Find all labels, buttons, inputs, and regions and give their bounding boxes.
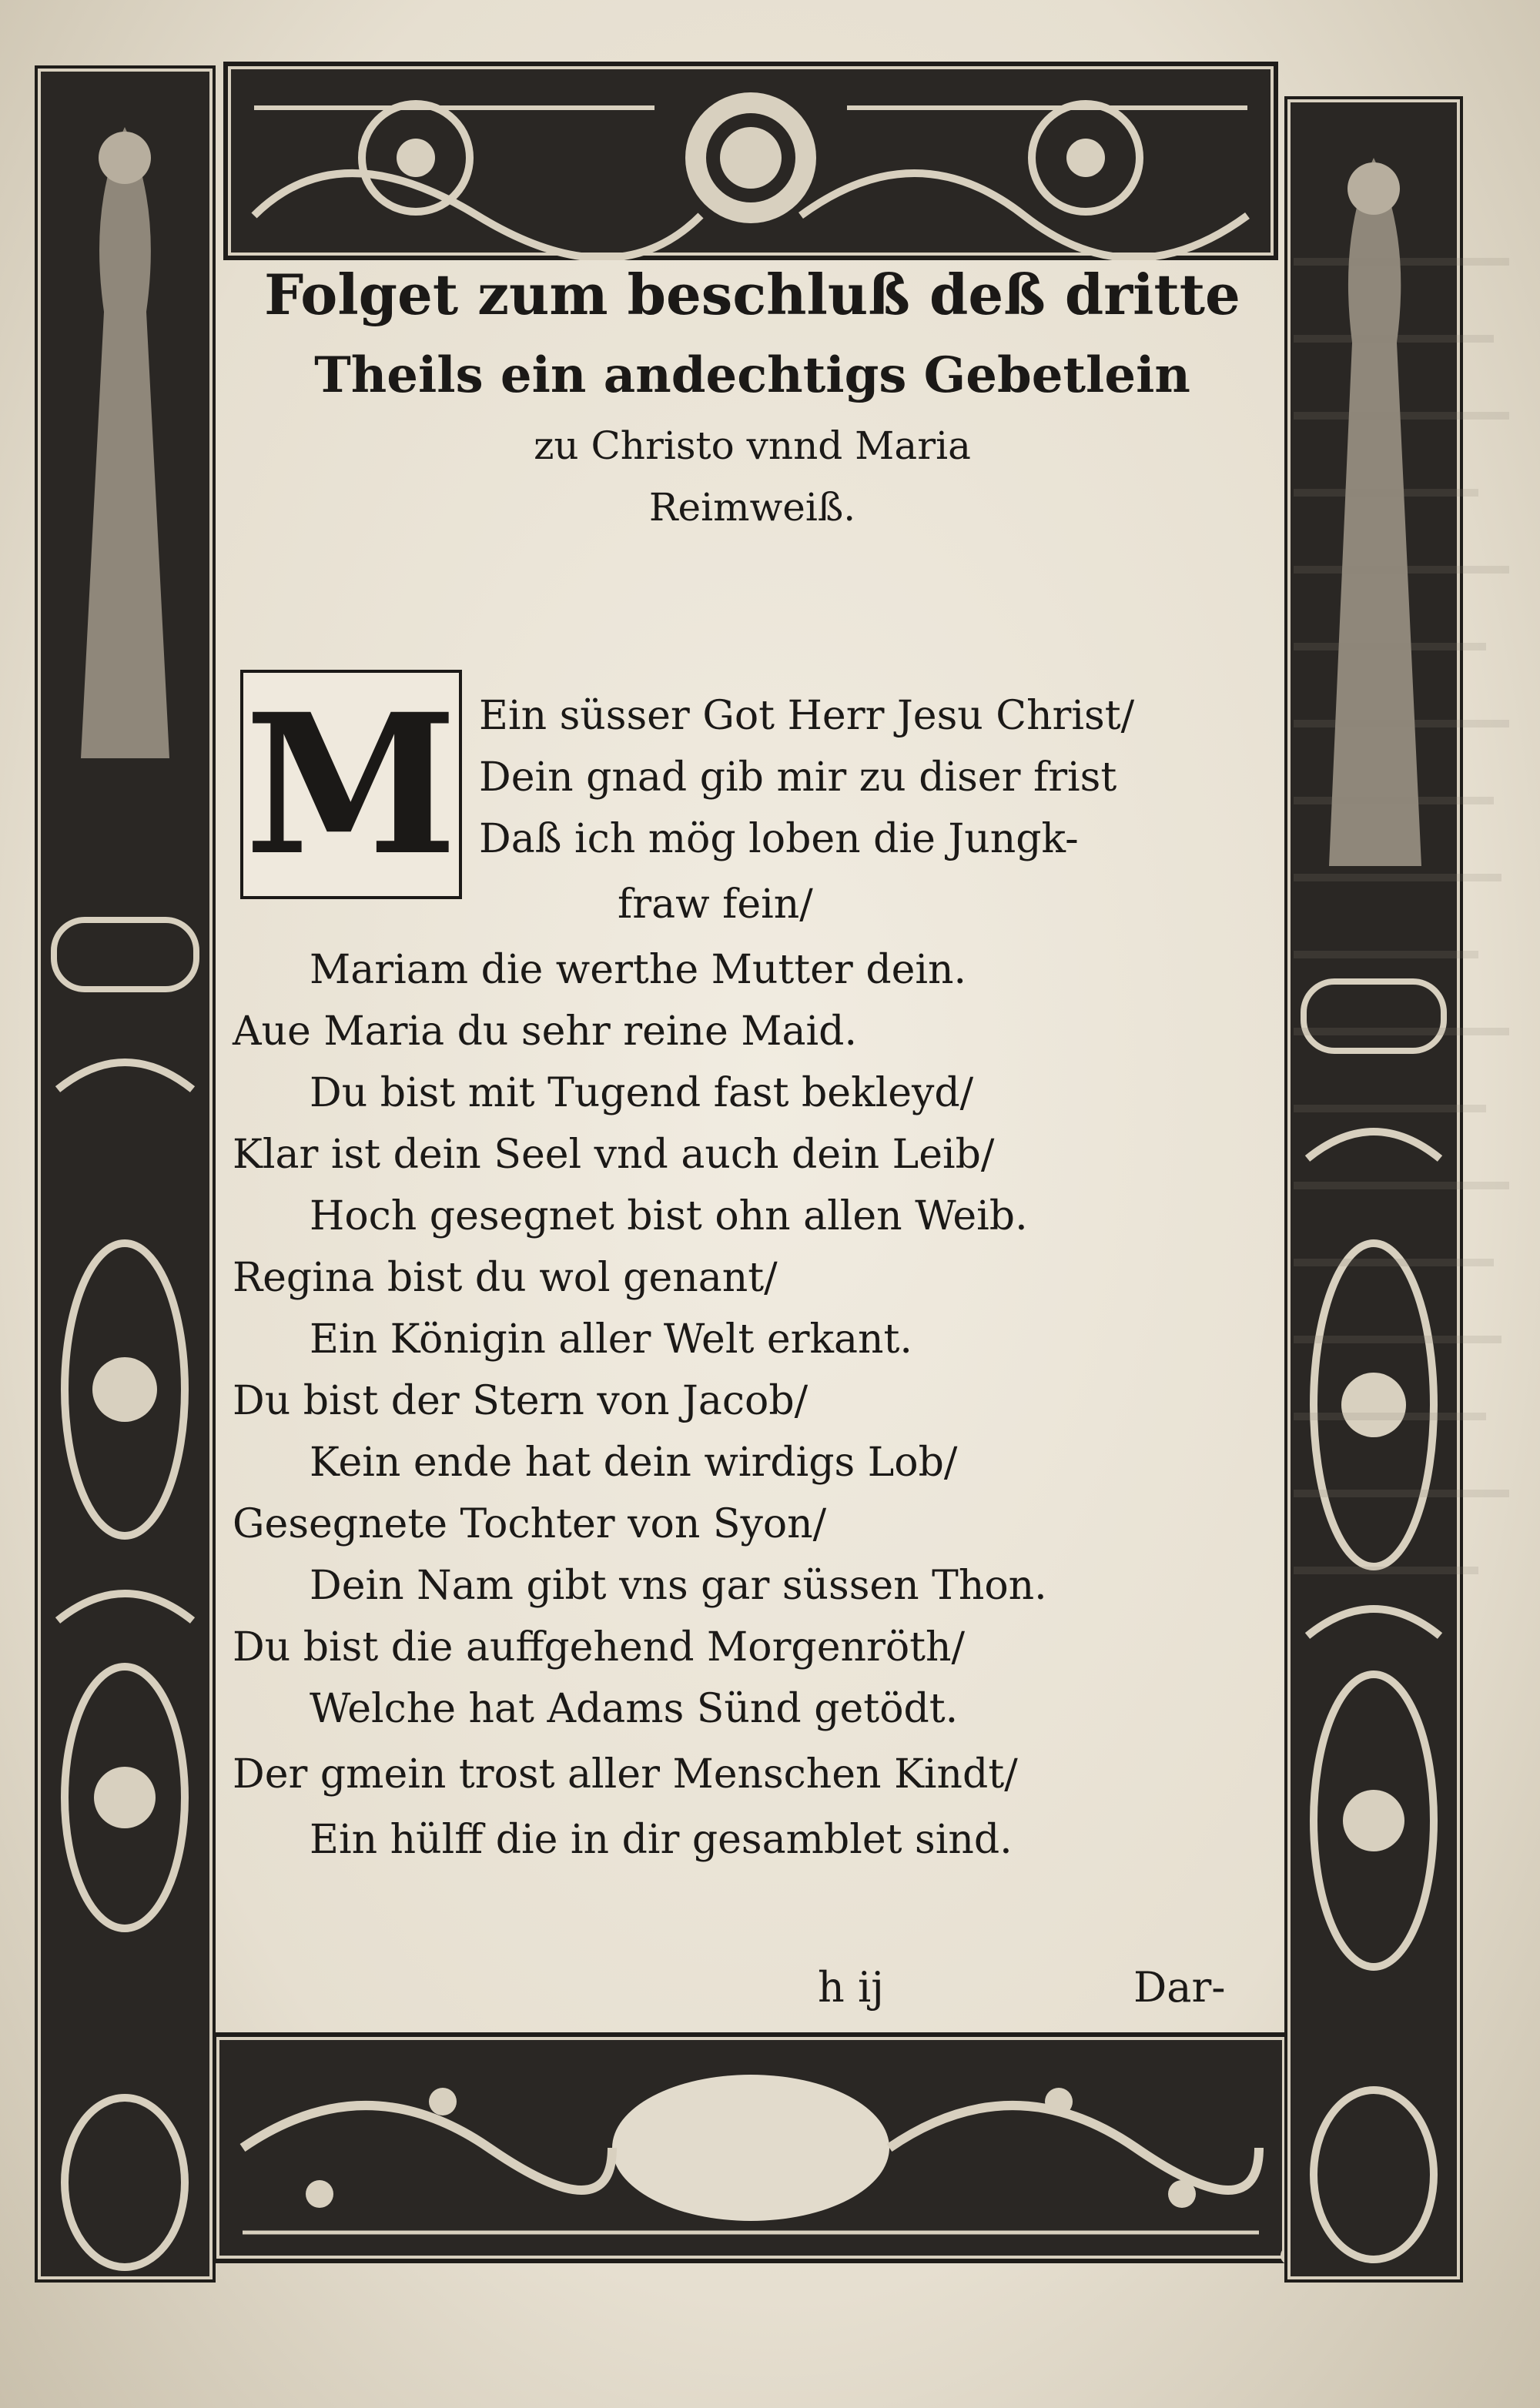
verse-line: Du bist der Stern von Jacob/ <box>233 1378 808 1424</box>
woodcut-border-left <box>35 65 216 2283</box>
verse-line: Regina bist du wol genant/ <box>233 1255 778 1301</box>
verse-line: Ein hülff die in dir gesamblet sind. <box>310 1817 1013 1863</box>
verse-line: Gesegnete Tochter von Syon/ <box>233 1501 827 1547</box>
catchword: Dar- <box>1133 1963 1226 2012</box>
verse-line: Du bist mit Tugend fast bekleyd/ <box>310 1070 974 1116</box>
verse-line: Dein gnad gib mir zu diser frist <box>479 754 1117 801</box>
signature-mark: h ij <box>818 1963 884 2012</box>
heading-line-3: zu Christo vnnd Maria <box>534 423 971 468</box>
verse-line: Ein süsser Got Herr Jesu Christ/ <box>479 693 1135 739</box>
show-through-shadow <box>1294 231 1525 2002</box>
verse-line: Aue Maria du sehr reine Maid. <box>233 1008 858 1055</box>
heading-line-4: Reimweiß. <box>648 485 856 530</box>
heading-line-2: Theils ein andechtigs Gebetlein <box>314 346 1190 404</box>
text-block <box>225 231 1280 2032</box>
drop-cap-letter: M <box>244 671 458 898</box>
verse-line: fraw fein/ <box>618 881 813 928</box>
verse-line: Hoch gesegnet bist ohn allen Weib. <box>310 1193 1028 1239</box>
verse-line: Kein ende hat dein wirdigs Lob/ <box>310 1440 958 1486</box>
heading-line-1: Folget zum beschluß deß dritte <box>264 262 1240 327</box>
drop-cap-initial <box>240 670 462 899</box>
verse-line: Du bist die auffgehend Morgenröth/ <box>233 1624 966 1671</box>
verse-line: Ein Königin aller Welt erkant. <box>310 1316 912 1363</box>
woodcut-border-bottom <box>212 2032 1290 2263</box>
verse-line: Mariam die werthe Mutter dein. <box>310 947 967 993</box>
verse-line: Daß ich mög loben die Jungk- <box>479 816 1079 862</box>
verse-line: Der gmein trost aller Menschen Kindt/ <box>233 1751 1018 1798</box>
verse-line: Klar ist dein Seel vnd auch dein Leib/ <box>233 1132 995 1178</box>
verse-line: Dein Nam gibt vns gar süssen Thon. <box>310 1563 1047 1609</box>
verse-line: Welche hat Adams Sünd getödt. <box>310 1686 959 1732</box>
